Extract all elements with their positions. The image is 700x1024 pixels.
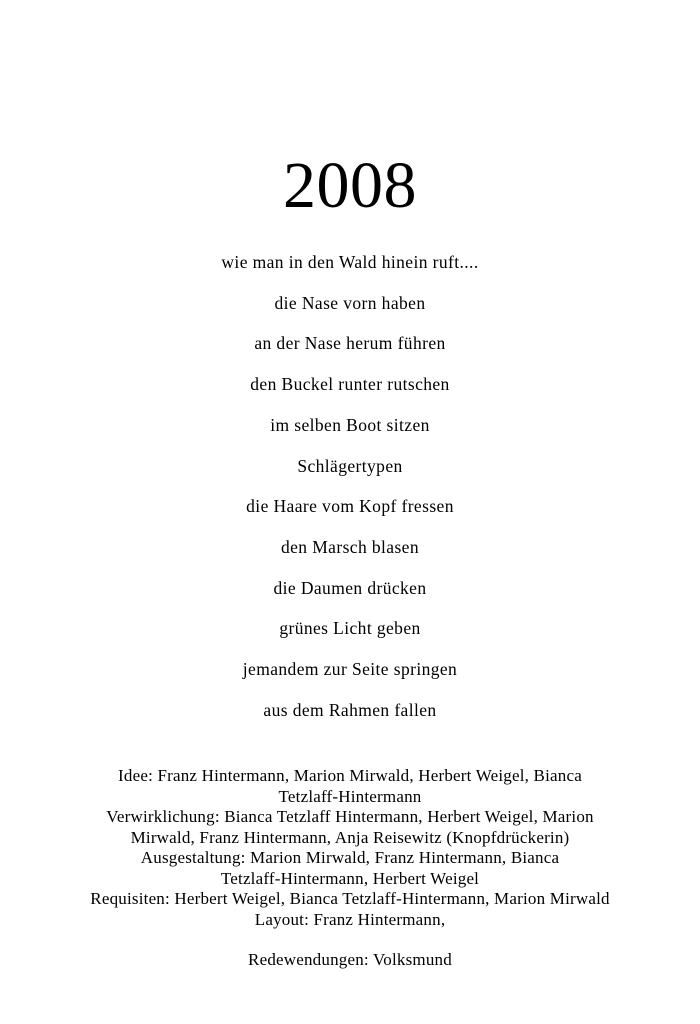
- idiom-line: den Marsch blasen: [280, 536, 419, 557]
- credits-line: Idee: Franz Hintermann, Marion Mirwald, Herbert Weigel, Bianca: [118, 766, 582, 786]
- credits-block: [0, 766, 700, 930]
- idiom-line: aus dem Rahmen fallen: [263, 699, 437, 720]
- idiom-line: grünes Licht geben: [279, 618, 421, 639]
- idiom-list: [0, 242, 700, 730]
- credits-line: Ausgestaltung: Marion Mirwald, Franz Hintermann, Bianca: [140, 848, 560, 868]
- credits-line: Layout: Franz Hintermann,: [254, 909, 446, 929]
- idiom-line: im selben Boot sitzen: [270, 414, 430, 435]
- idiom-line: jemandem zur Seite springen: [242, 659, 458, 680]
- idiom-line: den Buckel runter rutschen: [250, 374, 450, 395]
- credits-line: Requisiten: Herbert Weigel, Bianca Tetzlaff-Hintermann, Marion Mirwald: [90, 889, 610, 909]
- idiom-line: die Haare vom Kopf fressen: [246, 496, 454, 517]
- page-title: 2008: [283, 149, 417, 222]
- idiom-line: Schlägertypen: [297, 455, 403, 476]
- credits-line: Tetzlaff-Hintermann, Herbert Weigel: [220, 868, 480, 888]
- source-line: Redewendungen: Volksmund: [248, 950, 452, 970]
- idiom-line: an der Nase herum führen: [254, 333, 446, 354]
- idiom-line: die Daumen drücken: [273, 577, 427, 598]
- credits-line: Mirwald, Franz Hintermann, Anja Reisewitz (Knopfdrückerin): [130, 827, 570, 847]
- credits-line: Verwirklichung: Bianca Tetzlaff Hintermann, Herbert Weigel, Marion: [106, 807, 594, 827]
- idiom-line: die Nase vorn haben: [274, 292, 426, 313]
- idiom-line: wie man in den Wald hinein ruft....: [221, 252, 479, 272]
- credits-line: Tetzlaff-Hintermann: [278, 786, 422, 806]
